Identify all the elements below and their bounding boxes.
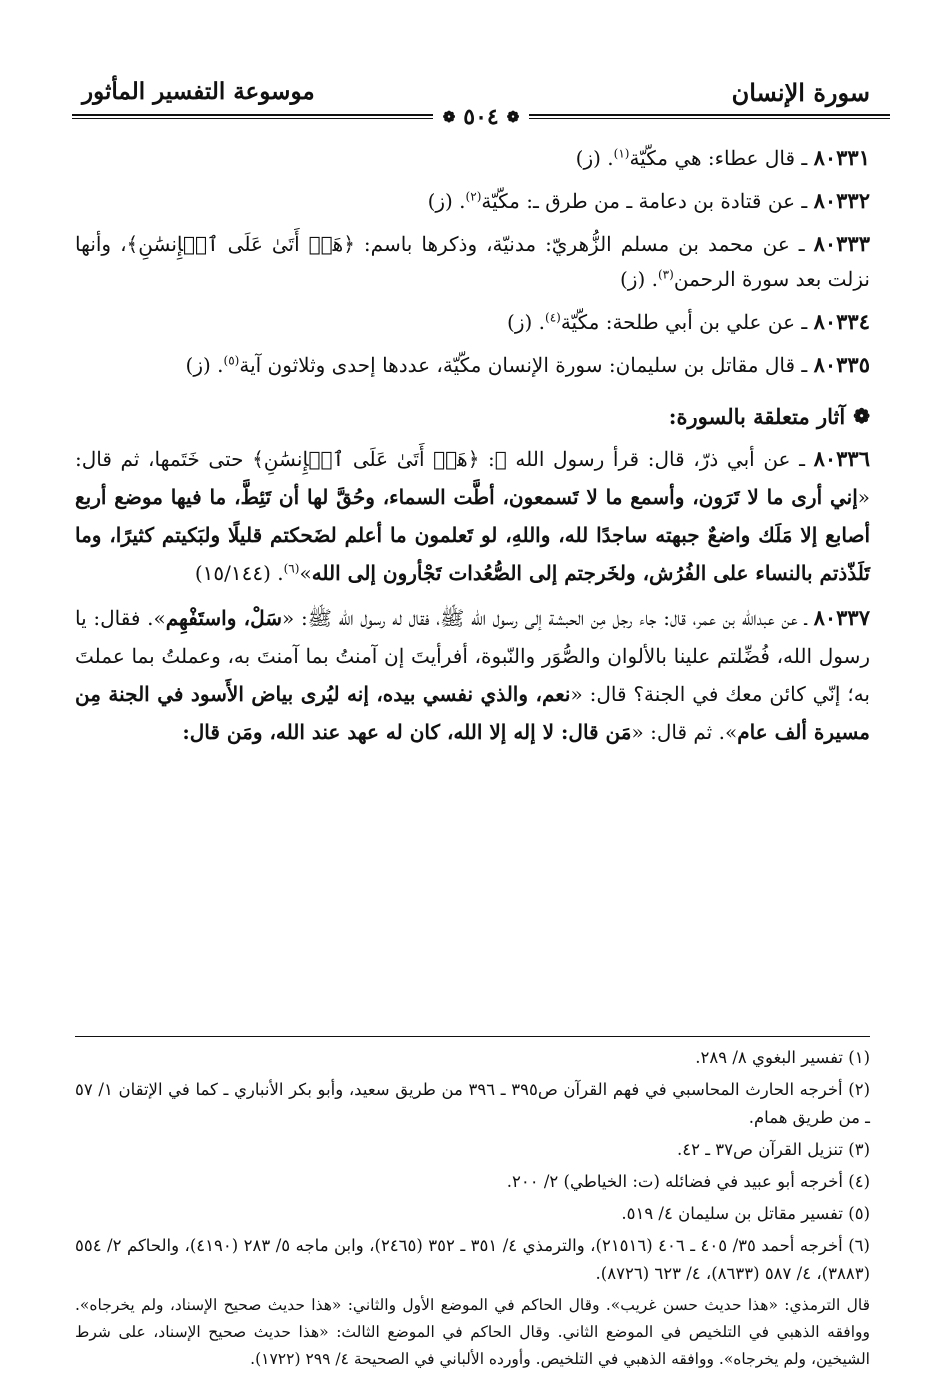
flower-icon: ❁	[853, 404, 870, 428]
narration-entry	[75, 183, 870, 219]
narration-tail: . (ز)	[185, 353, 224, 377]
narration-tail: . (ز)	[427, 189, 466, 213]
narration-number: ٨٠٣٣٤	[813, 309, 870, 334]
narration-tail: . (ز)	[620, 267, 658, 291]
hadith-text: ». فقال: يا رسول الله، فُضِّلتم علينا بالألوان والصُّوَر والنّبوة، أفرأيتَ إن آمنتُ بما آمنتَ به، وعملتُ بما عملتَ به؛ إنّي كائن معك في الجنة؟ قال: «	[75, 606, 870, 706]
footnote-ref[interactable]: (٥)	[223, 353, 240, 368]
narration-number: ٨٠٣٣٣	[813, 231, 870, 256]
narration-text: ـ قال مقاتل بن سليمان: سورة الإنسان مكّيّة، عددها إحدى وثلاثون آية	[239, 353, 814, 377]
page-number: ٥٠٤	[463, 104, 499, 130]
quote-close: »	[299, 561, 312, 585]
hadith-intro: ـ عن أبي ذرّ، قال: قرأ رسول الله ﷺ: ﴿هَلۡ أَتَىٰ عَلَى ٱلۡإِنسَٰنِ﴾ حتى خَتَمها، ثم قال: «	[75, 447, 870, 509]
narration-number: ٨٠٣٣١	[813, 145, 870, 170]
page-number-wrap	[72, 104, 890, 130]
footnote-ref[interactable]: (٤)	[545, 310, 561, 325]
prophetic-text: نعم، والذي نفسي بيده، إنه ليُرى بياض الأَسود في الجنة مِن مسيرة ألف عام	[75, 682, 870, 744]
hadith-entry	[75, 599, 870, 751]
narration-number: ٨٠٣٣٧	[813, 605, 870, 630]
hadith-text: ». ثم قال: «	[631, 720, 738, 744]
hadith-entry	[75, 440, 870, 592]
footnote-ref[interactable]: (٦)	[283, 561, 300, 576]
footnote: (١) تفسير البغوي ٨/ ٢٨٩.	[695, 1048, 870, 1067]
footnotes	[75, 1044, 870, 1377]
footnote-ref[interactable]: (٣)	[657, 267, 674, 282]
narration-text: ـ عن قتادة بن دعامة ـ من طرق ـ: مكّيّة	[481, 189, 814, 213]
section-heading	[75, 399, 870, 434]
ornament-icon: ❁	[506, 108, 520, 126]
narration-text: ـ عن علي بن أبي طلحة: مكّيّة	[560, 310, 814, 334]
narration-number: ٨٠٣٣٥	[813, 352, 870, 377]
narration-entry	[75, 304, 870, 340]
footnote: (٥) تفسير مقاتل بن سليمان ٤/ ٥١٩.	[621, 1204, 870, 1223]
footnote-note: قال الترمذي: «هذا حديث حسن غريب». وقال الحاكم في الموضع الأول والثاني: «هذا حديث صحيح الإسناد، ولم يخرجاه». ووافقه الذهبي في التلخيص في الموضع الثاني. وقال الحاكم في الموضع الثالث: «هذا حديث صحيح الإسناد، على شرط الشيخين، ولم يخرجاه». ووافقه الذهبي في التلخيص. وأورده الألباني في الصحيحة ٤/ ٢٩٩ (١٧٢٢).	[75, 1296, 870, 1368]
footnote: (٣) تنزيل القرآن ص٣٧ ـ ٤٢.	[676, 1140, 870, 1159]
ornament-icon: ❁	[442, 108, 456, 126]
prophetic-text: مَن قال: لا إله إلا الله، كان له عهد عند الله، ومَن قال:	[182, 720, 632, 744]
sura-title: سورة الإنسان	[731, 78, 870, 107]
narration-entry	[75, 347, 870, 383]
footnote: (٤) أخرجه أبو عبيد في فضائله (ت: الخياطي) ٢/ ٢٠٠.	[506, 1172, 870, 1191]
narration-entry	[75, 226, 870, 297]
section-title: آثار متعلقة بالسورة:	[668, 404, 846, 429]
footnote-separator	[75, 1036, 870, 1037]
narration-number: ٨٠٣٣٢	[813, 188, 870, 213]
narration-tail: . (ز)	[507, 310, 545, 334]
narration-entry	[75, 140, 870, 176]
prophetic-text: سَلْ، واستَفْهِم	[165, 606, 283, 630]
narration-text: ـ قال عطاء: هي مكّيّة	[629, 146, 814, 170]
footnote: (٦) أخرجه أحمد ٣٥/ ٤٠٥ ـ ٤٠٦ (٢١٥١٦)، والترمذي ٤/ ٣٥١ ـ ٣٥٢ (٢٤٦٥)، وابن ماجه ٥/ ٢٨٣ (٤١٩٠)، والحاكم ٢/ ٥٥٤ (٣٨٨٣)، ٤/ ٥٨٧ (٨٦٣٣)، ٤/ ٦٢٣ (٨٧٢٦).	[75, 1236, 870, 1283]
hadith-tail: . (١٥/١٤٤)	[194, 561, 284, 585]
main-text	[75, 140, 870, 758]
page-number-box	[433, 104, 530, 130]
footnote-ref[interactable]: (١)	[613, 146, 630, 161]
hadith-text: ـ عن عبدالله بن عمر، قال: جاء رجل مِن الحبشة إلى رسول الله ﷺ، فقال له رسول الله ﷺ: «	[282, 606, 814, 630]
footnote-ref[interactable]: (٢)	[465, 189, 482, 204]
footnote: (٢) أخرجه الحارث المحاسبي في فهم القرآن ص٣٩٥ ـ ٣٩٦ من طريق سعيد، وأبو بكر الأنباري ـ كما في الإتقان ١/ ٥٧ ـ من طريق همام.	[75, 1080, 871, 1127]
running-header	[72, 72, 890, 130]
book-title: موسوعة التفسير المأثور	[82, 78, 315, 105]
narration-tail: . (ز)	[575, 146, 614, 170]
narration-number: ٨٠٣٣٦	[813, 446, 870, 471]
narration-text: ـ عن محمد بن مسلم الزُّهريّ: مدنيّة، وذكرها باسم: ﴿هَلۡ أَتَىٰ عَلَى ٱلۡإِنسَٰنِ﴾، وأنها نزلت بعد سورة الرحمن	[75, 232, 870, 291]
prophetic-text: إني أرى ما لا تَرَون، وأسمع ما لا تَسمعون، أطَّت السماء، وحُقَّ لها أن تَئِطَّ، ما فيها موضع أربع أصابع إلا مَلَك واضعٌ جبهته ساجدًا لله، واللهِ، لو تَعلمون ما أعلم لضَحكتم قليلًا ولبَكيتم كثيرًا، وما تَلَذّذتم بالنساء على الفُرُش، ولخَرجتم إلى الصُّعُدات تَجْأرون إلى الله	[75, 485, 870, 585]
